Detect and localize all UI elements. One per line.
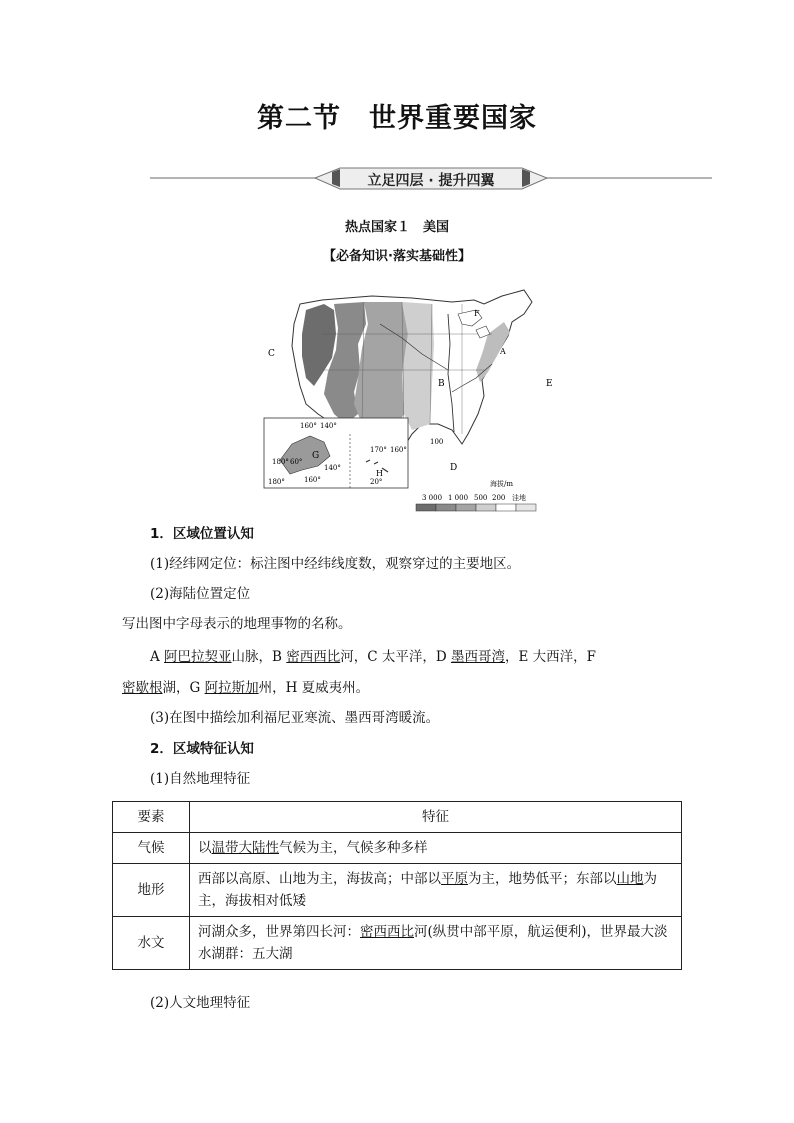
answer-a: 阿巴拉契亚 <box>164 649 232 665</box>
answers-line1: A 阿巴拉契亚山脉，B 密西西比河，C 太平洋，D 墨西哥湾，E 大西洋，F <box>150 649 597 665</box>
table-row <box>113 917 682 970</box>
plains-region <box>402 302 434 430</box>
elevation-legend <box>416 504 536 511</box>
table-header: 特征 <box>190 802 682 833</box>
answer-f: 密歇根 <box>122 680 163 696</box>
usa-map <box>262 274 553 514</box>
banner-text: 立足四层 · 提升四翼 <box>367 173 495 189</box>
svg-text:180°: 180° <box>268 478 285 486</box>
map-label-h: H <box>376 469 383 478</box>
table-value: 以温带大陆性气候为主，气候多种多样 <box>190 833 682 864</box>
subsection-title: 【必备知识·落实基础性】 <box>323 249 471 264</box>
natural-features-table <box>112 801 682 970</box>
item1-sub2: (2)海陆位置定位 <box>150 586 251 602</box>
section-banner <box>150 166 712 196</box>
svg-text:20°: 20° <box>370 478 383 486</box>
svg-text:100: 100 <box>430 438 444 446</box>
map-label-g: G <box>312 451 320 461</box>
item1-sub2-desc: 写出图中字母表示的地理事物的名称。 <box>122 616 352 632</box>
table-row <box>113 864 682 917</box>
svg-text:160°: 160° <box>390 446 407 454</box>
svg-text:60°: 60° <box>290 458 303 466</box>
item1-sub3: (3)在图中描绘加利福尼亚寒流、墨西哥湾暖流。 <box>150 710 440 726</box>
answer-d: 墨西哥湾 <box>451 649 506 665</box>
page-title: 第二节 世界重要国家 <box>257 103 537 134</box>
table-header: 要素 <box>113 802 190 833</box>
svg-text:140°: 140° <box>324 464 341 472</box>
svg-text:200: 200 <box>492 494 506 502</box>
svg-text:500: 500 <box>474 494 488 502</box>
table-key: 气候 <box>113 833 190 864</box>
item2-sub2: (2)人文地理特征 <box>150 995 251 1011</box>
svg-text:140°: 140° <box>320 422 337 430</box>
answers-line2: 密歇根湖，G 阿拉斯加州，H 夏威夷州。 <box>122 680 370 696</box>
legend-title: 海拔/m <box>490 480 513 488</box>
table-row <box>113 833 682 864</box>
table-value: 河湖众多，世界第四长河：密西西比河(纵贯中部平原，航运便利)，世界最大淡水湖群：五大湖 <box>190 917 682 970</box>
answer-b: 密西西比 <box>286 649 341 665</box>
map-label-f: F <box>474 309 480 318</box>
map-label-d: D <box>450 463 458 473</box>
svg-text:洼地: 洼地 <box>512 494 526 502</box>
svg-text:170°: 170° <box>370 446 387 454</box>
table-key: 水文 <box>113 917 190 970</box>
item2-heading: 2．区域特征认知 <box>150 741 254 757</box>
svg-text:160°: 160° <box>304 476 321 484</box>
svg-text:160°: 160° <box>300 422 317 430</box>
item1-sub1: (1)经纬网定位：标注图中经纬线度数，观察穿过的主要地区。 <box>150 556 521 572</box>
item2-sub1: (1)自然地理特征 <box>150 771 251 787</box>
svg-text:3 000: 3 000 <box>422 494 443 502</box>
section-title: 热点国家１ 美国 <box>344 220 449 235</box>
map-label-e: E <box>546 379 553 389</box>
map-label-c: C <box>268 349 275 359</box>
table-value: 西部以高原、山地为主，海拔高；中部以平原为主，地势低平；东部以山地为主，海拔相对低矮 <box>190 864 682 917</box>
svg-text:1 000: 1 000 <box>448 494 469 502</box>
legend-values <box>422 493 526 502</box>
map-label-b: B <box>438 379 445 389</box>
svg-text:180°: 180° <box>272 458 289 466</box>
map-label-a: A <box>500 347 506 356</box>
item1-heading: 1．区域位置认知 <box>150 526 254 542</box>
answer-g: 阿拉斯加 <box>204 680 259 696</box>
table-header-row <box>113 802 682 833</box>
table-key: 地形 <box>113 864 190 917</box>
